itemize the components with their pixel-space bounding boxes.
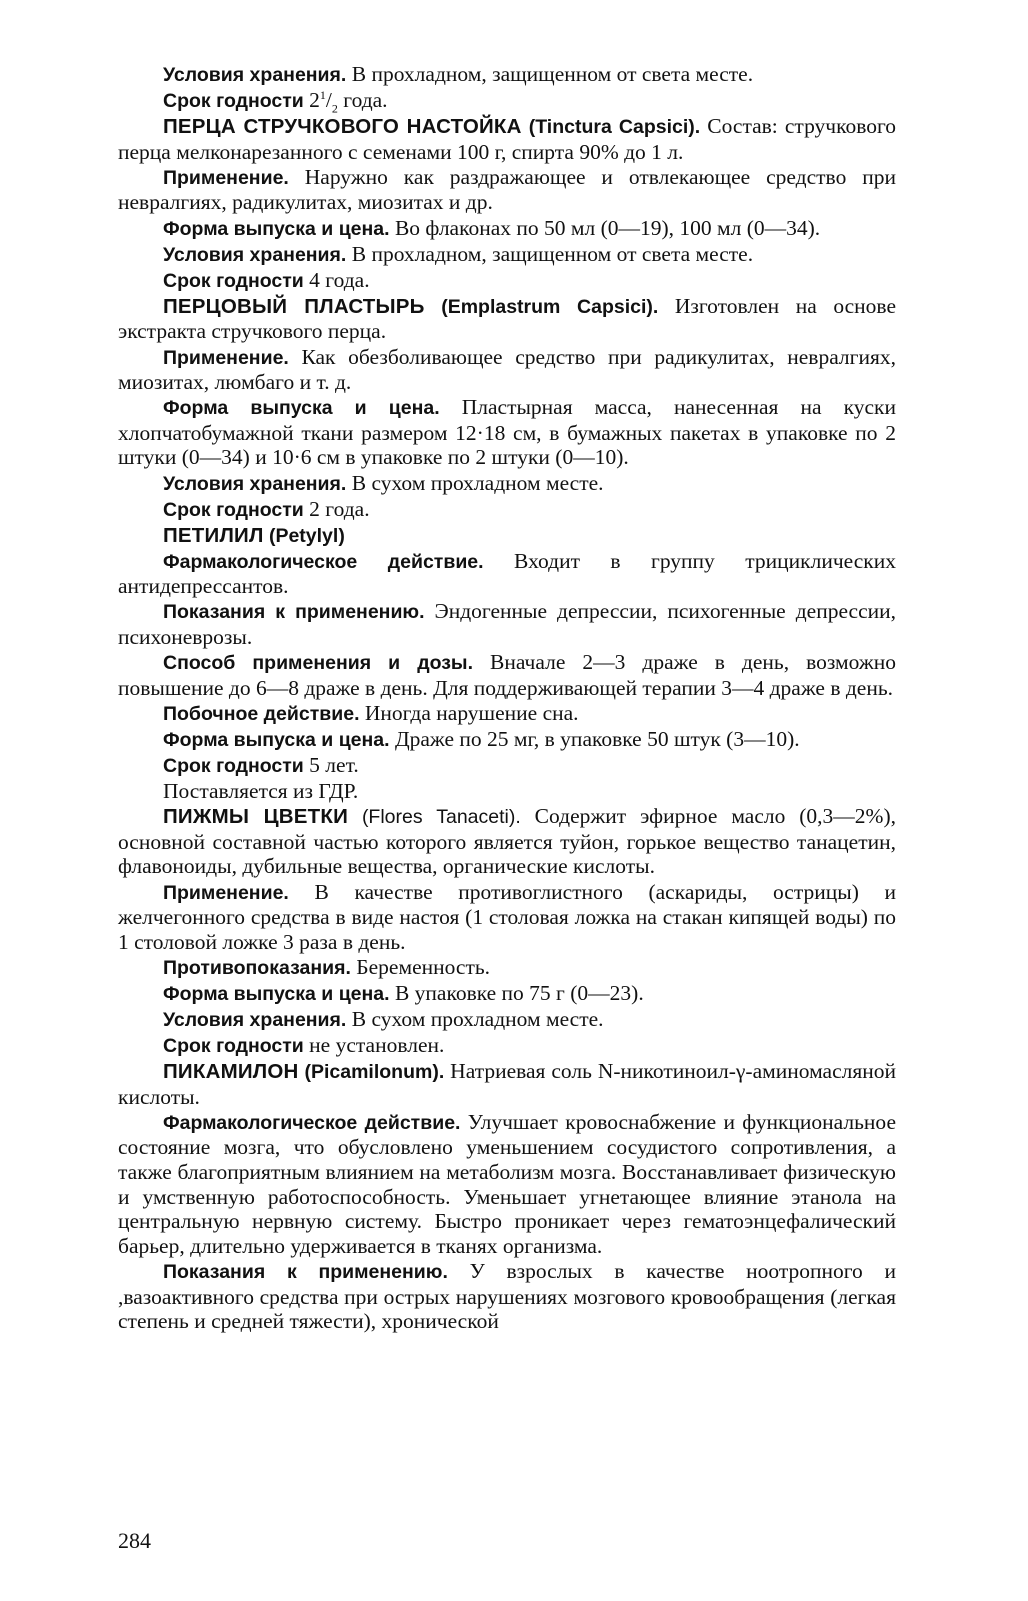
paragraph-text: Драже по 25 мг, в упаковке 50 штук (3—10). — [389, 726, 800, 751]
paragraph-text: 2 года. — [303, 496, 370, 521]
section-label: Применение. — [163, 166, 289, 189]
section-label: Условия хранения. — [163, 243, 347, 266]
section-label: Способ применения и дозы. — [163, 652, 473, 675]
paragraph — [118, 955, 896, 981]
entry-paragraph — [118, 804, 896, 879]
entry-heading: ПИЖМЫ ЦВЕТКИ — [163, 805, 349, 829]
paragraph — [118, 1259, 896, 1334]
entry-latin-name: (Tinctura Capsici). — [528, 116, 701, 139]
paragraph — [118, 753, 896, 779]
section-label: Применение. — [163, 346, 289, 369]
section-label: Показания к применению. — [163, 601, 425, 624]
paragraph — [118, 1007, 896, 1033]
entry-latin-name: (Picamilonum). — [304, 1061, 445, 1084]
paragraph-text: Иногда нарушение сна. — [359, 700, 579, 725]
section-label: Побочное действие. — [163, 702, 360, 725]
paragraph-text: В упаковке по 75 г (0—23). — [389, 980, 644, 1005]
entry-paragraph — [118, 1059, 896, 1109]
section-label: Срок годности — [163, 1035, 304, 1058]
paragraph-text: Состав: стручкового перца мелконарезанного с семенами 100 г, спирта 90% до 1 л. — [118, 114, 896, 164]
paragraph — [118, 650, 896, 700]
entry-paragraph — [118, 294, 896, 344]
paragraph-text: У взрослых в качестве ноотропного и ,вазоактивного средства при острых нарушениях мозгового кровообращения (легкая степень и средней тяжести), хронической — [118, 1258, 896, 1334]
paragraph — [118, 549, 896, 599]
paragraph — [118, 62, 896, 88]
entry-heading: ПЕРЦОВЫЙ ПЛАСТЫРЬ — [163, 294, 425, 318]
section-label: Срок годности — [163, 90, 304, 113]
section-label: Условия хранения. — [163, 472, 347, 495]
entry-paragraph — [118, 114, 896, 164]
paragraph-text: 4 года. — [303, 267, 370, 292]
paragraph — [118, 268, 896, 294]
paragraph — [118, 701, 896, 727]
section-label: Форма выпуска и цена. — [163, 728, 390, 751]
paragraph-text: Улучшает кровоснабжение и функциональное состояние мозга, что обусловлено уменьшением сосудистого сопротивления, а также благоприятным влиянием на метаболизм мозга. Восстанавливает физическую и умственную работоспособность. Уменьшает угнетающее влияние этанола на центральную нервную систему. Быстро проникает через гематоэнцефалический барьер, длительно удерживается в тканях организма. — [118, 1109, 896, 1258]
paragraph-text: Как обезболивающее средство при радикулитах, невралгиях, миозитах, люмбаго и т. д. — [118, 344, 896, 395]
paragraph-text: года. — [337, 88, 388, 113]
paragraph-text: Эндогенные депрессии, психогенные депрессии, психоневрозы. — [118, 599, 896, 650]
entry-heading: ПИКАМИЛОН — [163, 1060, 299, 1084]
paragraph — [118, 779, 896, 804]
paragraph-text: Вначале 2—3 драже в день, возможно повышение до 6—8 драже в день. Для поддерживающей терапии 3—4 драже в день. — [118, 650, 896, 700]
page-number: 284 — [118, 1528, 151, 1553]
paragraph-text: В прохладном, защищенном от света месте. — [346, 62, 754, 86]
paragraph — [118, 471, 896, 497]
paragraph — [118, 497, 896, 523]
paragraph-text: Натриевая соль N-никотиноил-γ-аминомасляной кислоты. — [118, 1059, 897, 1109]
section-label: Условия хранения. — [163, 1008, 347, 1031]
entry-paragraph — [118, 523, 896, 549]
paragraph-text: не установлен. — [303, 1033, 445, 1058]
paragraph-text: Содержит эфирное масло (0,3—2%), основной составной частью которого является туйон, горькое вещество танацетин, флавоноиды, дубильные вещества, органические кислоты. — [118, 804, 897, 879]
section-label: Форма выпуска и цена. — [163, 397, 440, 420]
paragraph — [118, 242, 896, 268]
paragraph-text: В сухом прохладном месте. — [346, 470, 604, 495]
paragraph — [118, 727, 896, 753]
paragraph-text: Изготовлен на основе экстракта стручкового перца. — [118, 293, 897, 344]
entry-latin-name: (Petylyl) — [268, 524, 345, 547]
paragraph — [118, 981, 896, 1007]
paragraph — [118, 165, 896, 215]
paragraph-text: В сухом прохладном месте. — [346, 1006, 604, 1031]
paragraph-text: Беременность. — [350, 954, 491, 979]
paragraph-text: Поставляется из ГДР. — [163, 779, 359, 804]
section-label: Применение. — [163, 881, 289, 904]
entry-latin-name: (Emplastrum Capsici). — [441, 295, 659, 318]
paragraph — [118, 1033, 896, 1059]
section-label: Форма выпуска и цена. — [163, 982, 390, 1005]
paragraph-text: В прохладном, защищенном от света месте. — [346, 241, 754, 266]
paragraph-text: В качестве противоглистного (аскариды, острицы) и желчегонного средства в виде настоя (1 столовая ложка на стакан кипящей воды) по 1 столовой ложке 3 раза в день. — [118, 879, 896, 954]
paragraph-text: Наружно как раздражающее и отвлекающее средство при невралгиях, радикулитах, миозитах и др. — [118, 164, 896, 215]
paragraph-text: Пластырная масса, нанесенная на куски хлопчатобумажной ткани размером 12·18 см, в бумажных пакетах в упаковке по 2 штуки (0—34) и 10·6 см в упаковке по 2 штуки (0—10). — [118, 395, 896, 470]
fraction-numerator: 1 — [319, 87, 326, 102]
section-label: Срок годности — [163, 269, 304, 292]
section-label: Фармакологическое действие. — [163, 1111, 461, 1134]
section-label: Противопоказания. — [163, 956, 351, 979]
paragraph — [118, 88, 896, 114]
paragraph — [118, 395, 896, 470]
paragraph-text: 2 — [303, 88, 320, 113]
fraction-slash: / — [325, 88, 332, 113]
paragraph — [118, 599, 896, 649]
paragraph-text: Во флаконах по 50 мл (0—19), 100 мл (0—34). — [389, 215, 821, 240]
section-label: Показания к применению. — [163, 1260, 448, 1283]
section-label: Форма выпуска и цена. — [163, 217, 390, 240]
paragraph — [118, 345, 896, 395]
entry-heading: ПЕТИЛИЛ — [163, 523, 264, 547]
fraction-denominator: 2 — [331, 101, 338, 116]
paragraph-text: 5 лет. — [303, 753, 359, 778]
section-label: Срок годности — [163, 755, 304, 778]
page-body — [118, 62, 896, 1334]
section-label: Фармакологическое действие. — [163, 550, 484, 573]
paragraph — [118, 1110, 896, 1259]
paragraph-text: Входит в группу трициклических антидепрессантов. — [118, 548, 896, 599]
entry-heading: ПЕРЦА СТРУЧКОВОГО НАСТОЙКА — [163, 115, 522, 139]
paragraph — [118, 880, 896, 955]
paragraph — [118, 216, 896, 242]
entry-latin-name: (Flores Tanaceti). — [361, 806, 521, 829]
section-label: Условия хранения. — [163, 64, 347, 86]
section-label: Срок годности — [163, 498, 304, 521]
